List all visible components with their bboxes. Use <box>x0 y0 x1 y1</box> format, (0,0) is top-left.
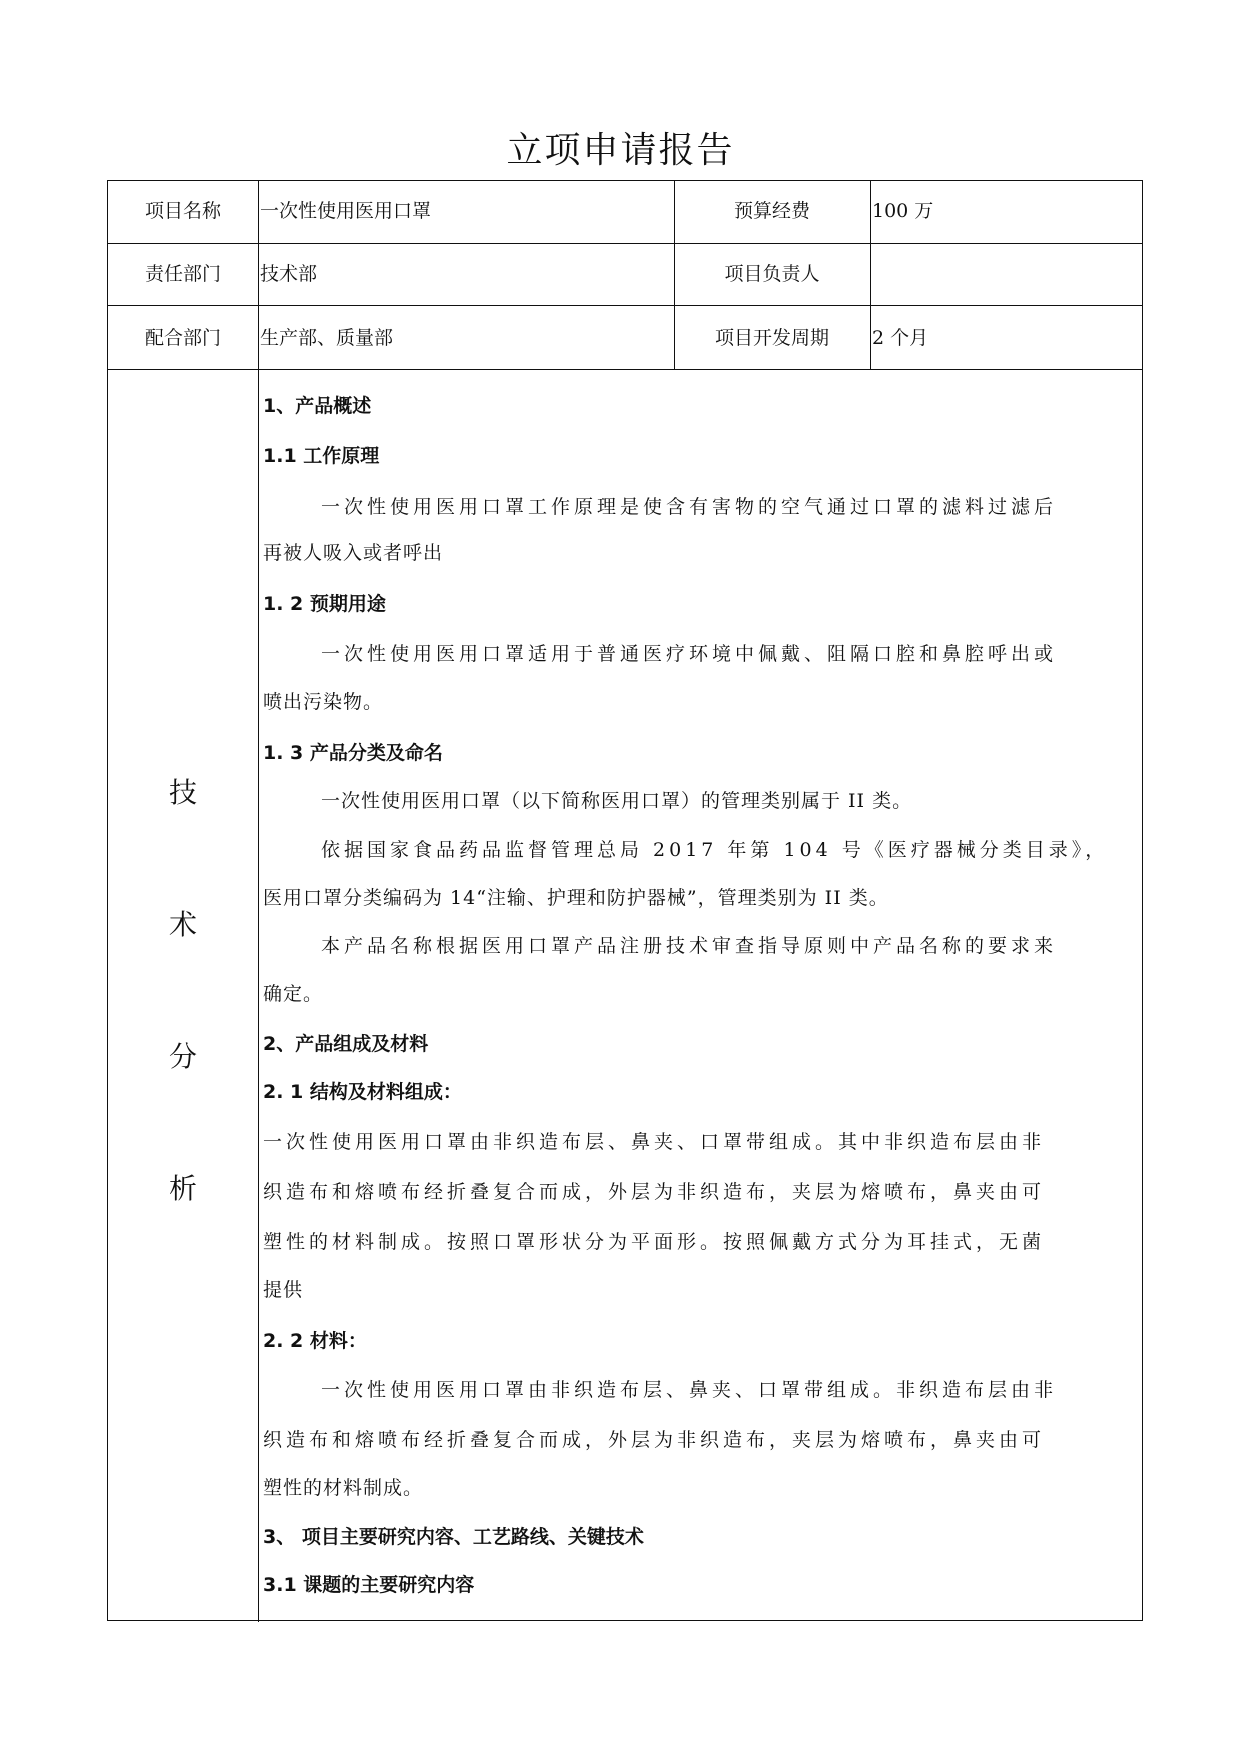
application-table <box>107 180 1143 1621</box>
heading-main-research: 3.1 课题的主要研究内容 <box>263 1574 475 1596</box>
section-label-char: 分 <box>168 1040 197 1073</box>
row-divider <box>108 369 1142 370</box>
paragraph-line: 塑性的材料制成。 <box>263 1477 424 1499</box>
value-project-name: 一次性使用医用口罩 <box>260 200 432 222</box>
heading-classification: 1. 3 产品分类及命名 <box>263 742 443 764</box>
label-cooperating-dept: 配合部门 <box>144 327 221 349</box>
section-label-char: 技 <box>168 776 197 809</box>
value-responsible-dept: 技术部 <box>260 263 318 285</box>
value-cooperating-dept: 生产部、质量部 <box>260 327 394 349</box>
paragraph-line: 确定。 <box>263 983 324 1005</box>
value-dev-cycle: 2 个月 <box>872 327 929 349</box>
paragraph-line: 一次性使用医用口罩由非织造布层、鼻夹、口罩带组成。非织造布层由非 <box>321 1379 1058 1401</box>
heading-composition: 2、产品组成及材料 <box>263 1033 429 1055</box>
column-divider <box>870 181 871 369</box>
paragraph-line: 依据国家食品药品监督管理总局 2017 年第 104 号《医疗器械分类目录》， <box>321 839 1109 861</box>
label-dev-cycle: 项目开发周期 <box>714 327 829 349</box>
paragraph-line: 一次性使用医用口罩（以下简称医用口罩）的管理类别属于 II 类。 <box>321 790 913 812</box>
heading-intended-use: 1. 2 预期用途 <box>263 593 386 615</box>
section-label-char: 术 <box>168 908 197 941</box>
paragraph-line: 提供 <box>263 1279 304 1301</box>
label-responsible-dept: 责任部门 <box>144 263 221 285</box>
paragraph-line: 一次性使用医用口罩工作原理是使含有害物的空气通过口罩的滤料过滤后 <box>321 496 1058 518</box>
paragraph-line: 一次性使用医用口罩适用于普通医疗环境中佩戴、阻隔口腔和鼻腔呼出或 <box>321 643 1058 665</box>
paragraph-line: 织造布和熔喷布经折叠复合而成，外层为非织造布，夹层为熔喷布，鼻夹由可 <box>263 1429 1046 1451</box>
paragraph-line: 再被人吸入或者呼出 <box>263 542 444 564</box>
heading-structure-materials: 2. 1 结构及材料组成： <box>263 1081 462 1103</box>
heading-research-content: 3、 项目主要研究内容、工艺路线、关键技术 <box>263 1526 644 1548</box>
section-label-char: 析 <box>168 1172 197 1205</box>
label-budget: 预算经费 <box>733 200 810 222</box>
label-project-name: 项目名称 <box>144 200 221 222</box>
label-project-lead: 项目负责人 <box>724 263 820 285</box>
column-divider <box>258 181 259 1622</box>
paragraph-line: 一次性使用医用口罩由非织造布层、鼻夹、口罩带组成。其中非织造布层由非 <box>263 1131 1046 1153</box>
heading-product-overview: 1、产品概述 <box>263 395 372 417</box>
paragraph-line: 织造布和熔喷布经折叠复合而成，外层为非织造布，夹层为熔喷布，鼻夹由可 <box>263 1181 1046 1203</box>
page-title: 立项申请报告 <box>506 130 735 171</box>
paragraph-line: 喷出污染物。 <box>263 691 384 713</box>
row-divider <box>108 243 1142 244</box>
heading-materials: 2. 2 材料： <box>263 1330 367 1352</box>
paragraph-line: 医用口罩分类编码为 14“注输、护理和防护器械”，管理类别为 II 类。 <box>263 887 889 909</box>
row-divider <box>108 305 1142 306</box>
paragraph-line: 塑性的材料制成。按照口罩形状分为平面形。按照佩戴方式分为耳挂式，无菌 <box>263 1231 1046 1253</box>
value-budget: 100 万 <box>872 200 934 222</box>
paragraph-line: 本产品名称根据医用口罩产品注册技术审查指导原则中产品名称的要求来 <box>321 935 1058 957</box>
heading-working-principle: 1.1 工作原理 <box>263 445 380 467</box>
